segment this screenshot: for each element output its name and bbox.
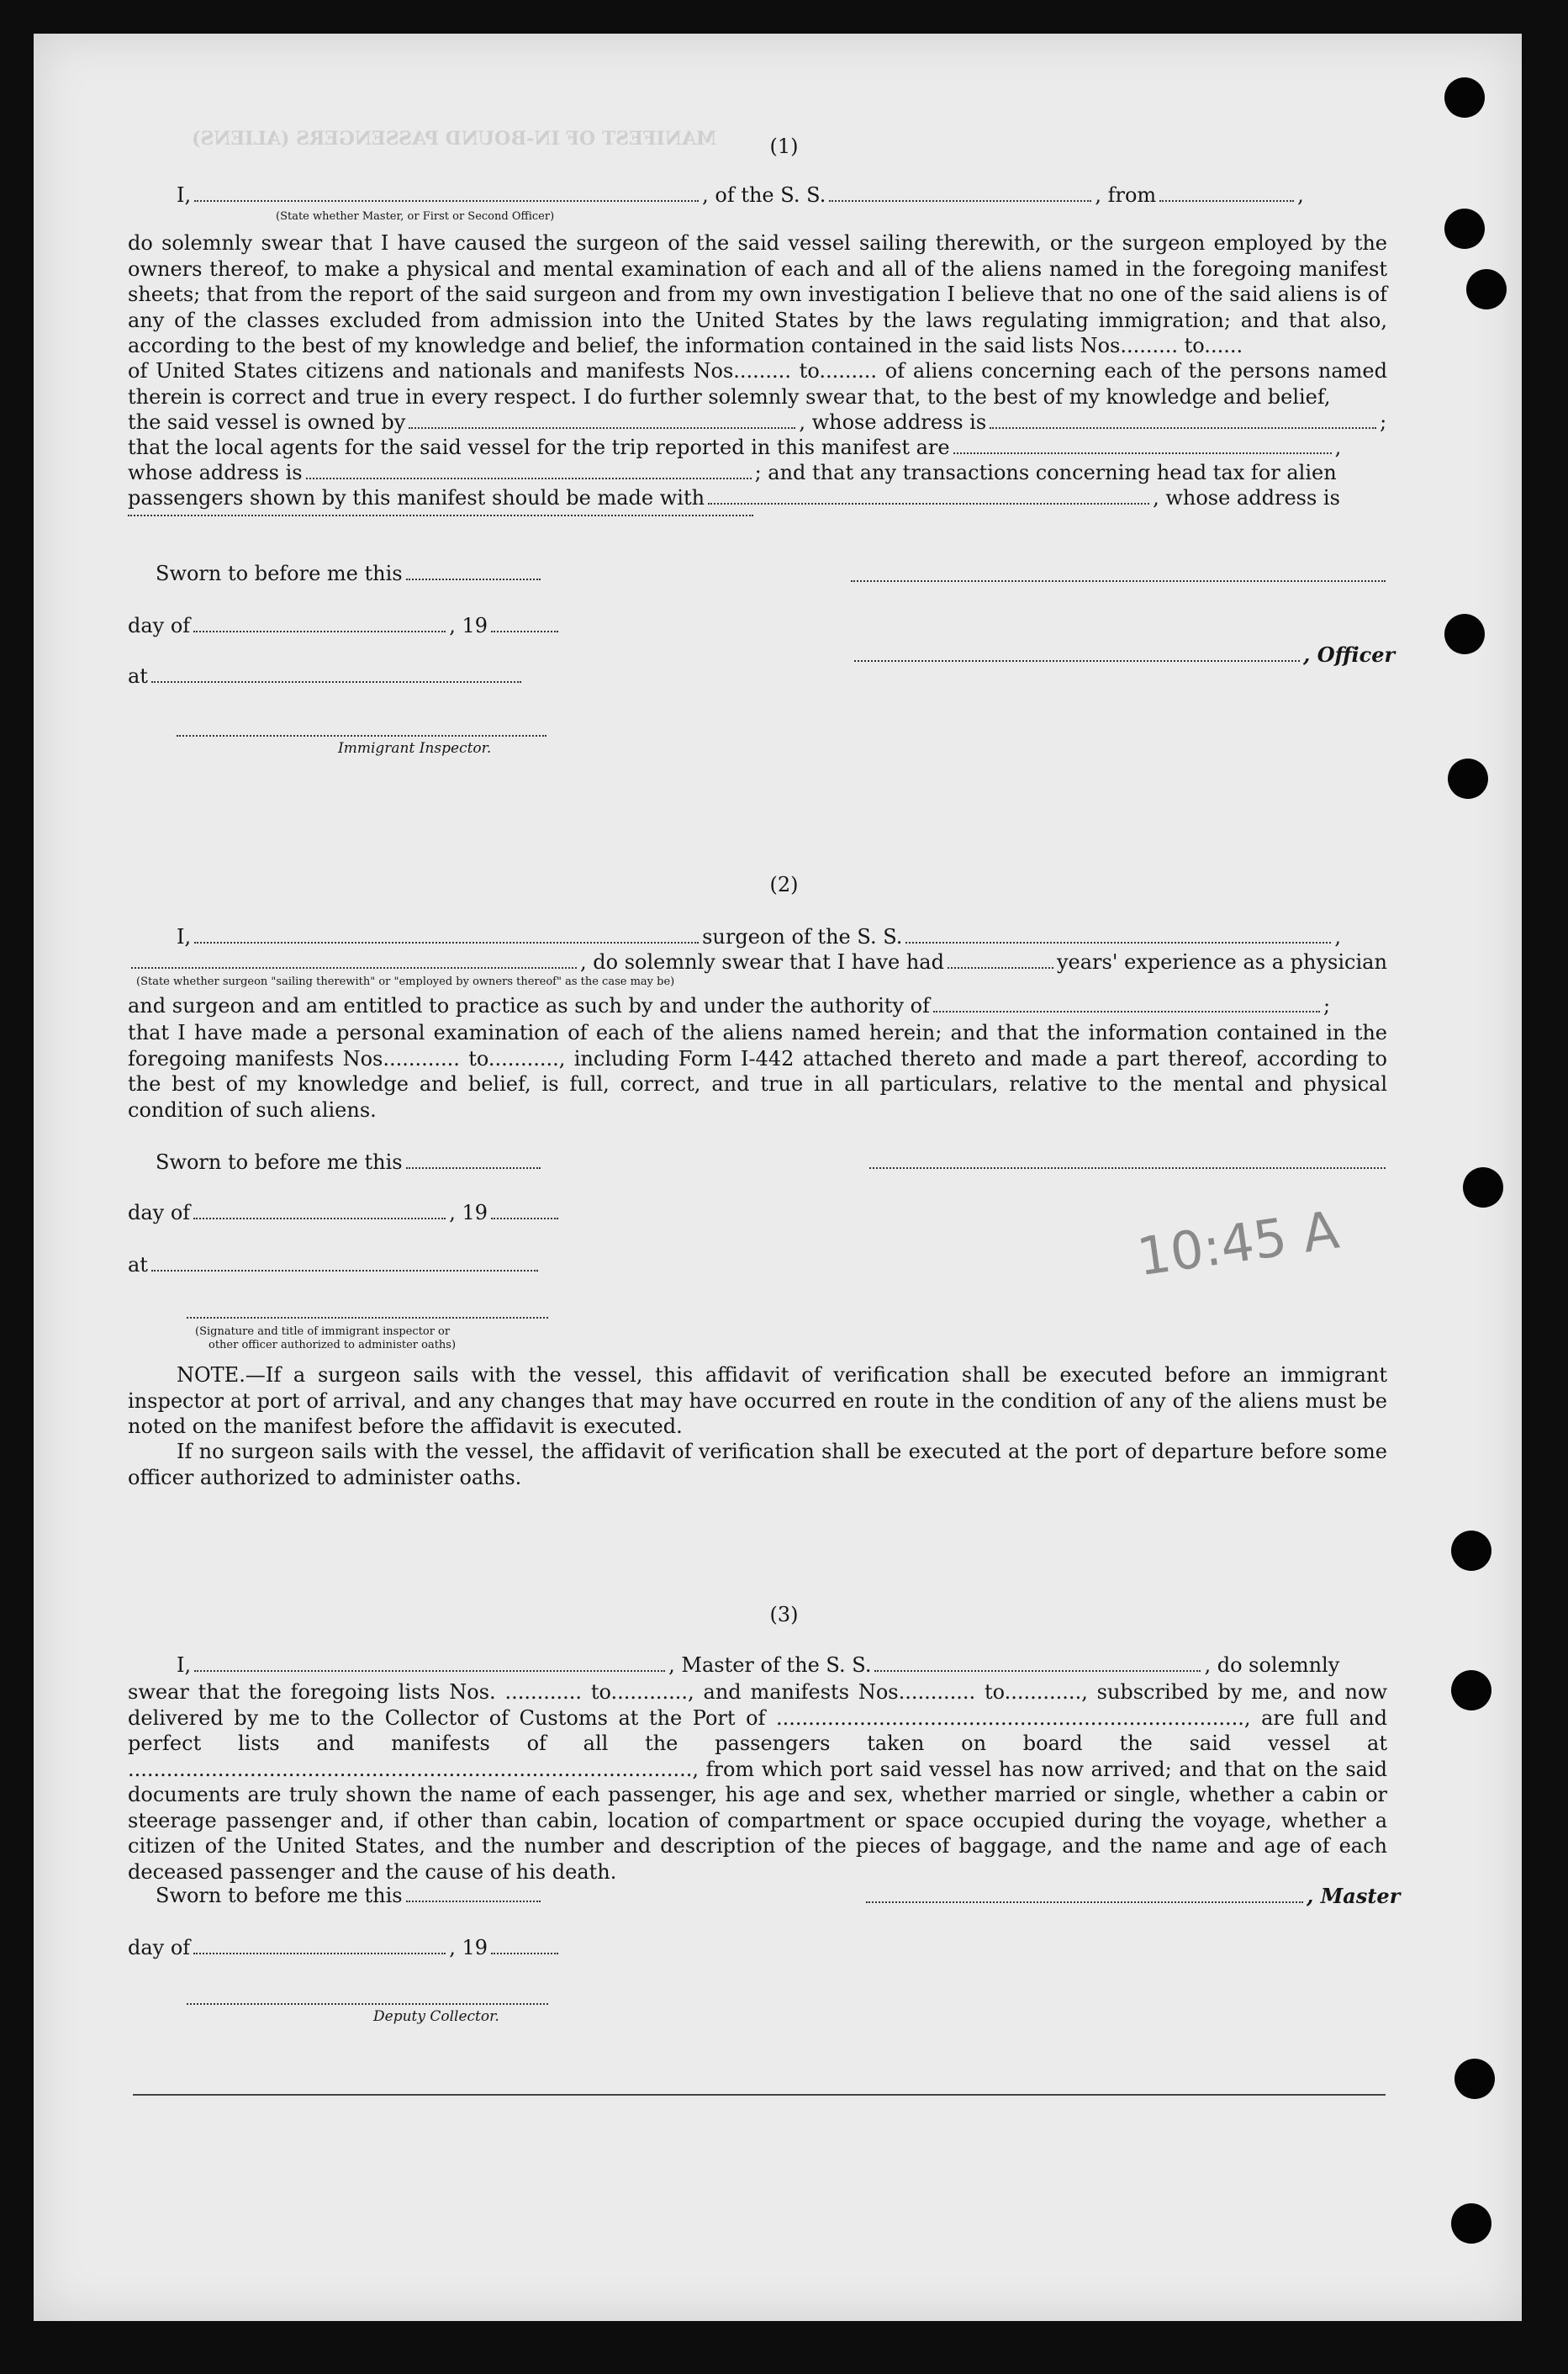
note-paragraph: NOTE.—If a surgeon sails with the vessel, this affidavit of verification shall be executed before an immigrant inspector at port of arrival, and any changes that may have occurred en route in the condition of any of the aliens must be noted on the manifest before the affidavit is executed. <box>128 1363 1387 1438</box>
address-blank <box>128 515 753 516</box>
punch-hole <box>1451 2203 1491 2244</box>
collector-signature-blank <box>187 2003 548 2005</box>
section-1-body-2: of United States citizens and nationals and manifests Nos......... to......... of aliens concerning each of the persons named therein is correct and true in every respect. I do further solemnly swear that, to the best of my knowledge and belief, <box>128 359 1387 409</box>
punch-hole <box>1444 614 1485 654</box>
section-1-body: do solemnly swear that I have caused the surgeon of the said vessel sailing therewith, or the surgeon employed by the owners thereof, to make a physical and mental examination of each and all of the aliens named in the foregoing manifest sheets; that from the report of the said surgeon and from my own investigation I believe that no one of the said aliens is of any of the classes excluded from admission into the United States by the laws regulating immigration; and that also, according to the best of my knowledge and belief, the information contained in the said lists Nos......... to...... <box>128 231 1387 357</box>
section-3-number: (3) <box>769 1603 799 1626</box>
authority-line: and surgeon and am entitled to practice as such by and under the authority of ; <box>128 994 1331 1018</box>
punch-hole <box>1466 269 1507 309</box>
section-2-number: (2) <box>769 873 799 896</box>
section-3-master-line: , Master <box>863 1884 1400 1908</box>
head-tax-line: whose address is ; and that any transactions concerning head tax for alien <box>128 461 1337 484</box>
punch-hole <box>1448 759 1488 799</box>
punch-hole <box>1444 77 1485 118</box>
inspector-signature-blank <box>177 735 546 737</box>
section-3-sworn: Sworn to before me this <box>156 1884 544 1907</box>
from: , from <box>1095 183 1157 207</box>
signature-note-2: other officer authorized to administer oaths) <box>209 1339 457 1351</box>
owned-by-line: the said vessel is owned by , whose address is ; <box>128 410 1387 434</box>
section-2-day-of: day of , 19 <box>128 1201 562 1224</box>
punch-hole <box>1463 1167 1503 1208</box>
punch-hole <box>1444 209 1485 249</box>
section-2-surgeon-note: (State whether surgeon "sailing therewith" or "employed by owners thereof" as the case may be) <box>136 976 675 988</box>
section-1-number: (1) <box>769 135 799 158</box>
bleed-through-header: MANIFEST OF IN-BOUND PASSENGERS (ALIENS) <box>192 128 717 150</box>
signature-blank <box>851 580 1386 582</box>
deputy-collector-caption: Deputy Collector. <box>373 2008 499 2025</box>
immigrant-inspector-caption: Immigrant Inspector. <box>338 740 492 757</box>
passengers-shown-line: passengers shown by this manifest should be made with , whose address is <box>128 486 1340 510</box>
officer-signature-blank <box>187 1317 548 1319</box>
section-2-body: that I have made a personal examination of each of the aliens named herein; and that the information contained in the foregoing manifests Nos............ to..........., including Form I-442 attached thereto and made a part thereof, according to the best of my knowledge and belief, is full, correct, and true in all particulars, relative to the mental and physical condition of such aliens. <box>128 1021 1387 1122</box>
of-the-ss: , of the S. S. <box>702 183 826 207</box>
signature-blank <box>869 1167 1386 1169</box>
section-2-line-2: , do solemnly swear that I have had years' experience as a physician <box>128 950 1387 974</box>
section-3-day-of: day of , 19 <box>128 1936 562 1959</box>
oath-i: I, <box>177 183 192 207</box>
punch-hole <box>1451 1531 1491 1571</box>
signature-note-1: (Signature and title of immigrant inspector or <box>195 1325 451 1338</box>
section-2-line-1: I, surgeon of the S. S. , <box>177 925 1342 949</box>
section-1-line-1: I, , of the S. S. , from , <box>177 183 1304 207</box>
section-1-sworn: Sworn to before me this <box>156 562 544 585</box>
punch-hole <box>1454 2059 1495 2099</box>
section-2-sworn: Sworn to before me this <box>156 1150 544 1174</box>
section-1-day-of: day of , 19 <box>128 614 562 637</box>
bottom-rule <box>133 2094 1386 2096</box>
section-1-officer-note: (State whether Master, or First or Second Officer) <box>276 210 555 223</box>
section-3-body: swear that the foregoing lists Nos. ............ to............, and manifests Nos............ to............, subscribed by me, and now delivered by me to the Collector of Customs at the Port of ........................................................................., are full and perfect lists and manifests of all the passengers taken on board the said vessel at ........................................................................................, from which port said vessel has now arrived; and that on the said documents are truly shown the name of each passenger, his age and sex, whether married or single, whether a cabin or steerage passenger and, if other than cabin, location of compartment or space occupied during the voyage, whether a citizen of the United States, and the number and description of the pieces of baggage, and the name and age of each deceased passenger and the cause of his death. <box>128 1680 1387 1884</box>
note-paragraph-2: If no surgeon sails with the vessel, the affidavit of verification shall be executed at the port of departure before some officer authorized to administer oaths. <box>128 1440 1387 1489</box>
punch-hole <box>1451 1670 1491 1710</box>
local-agents-line: that the local agents for the said vessel for the trip reported in this manifest are , <box>128 436 1342 459</box>
section-2-at: at <box>128 1253 541 1277</box>
margin-handwriting: 10:45 A <box>1133 1198 1343 1288</box>
section-1-officer-line: , Officer <box>851 642 1395 667</box>
section-1-at: at <box>128 664 525 688</box>
section-3-line-1: I, , Master of the S. S. , do solemnly <box>177 1653 1340 1677</box>
